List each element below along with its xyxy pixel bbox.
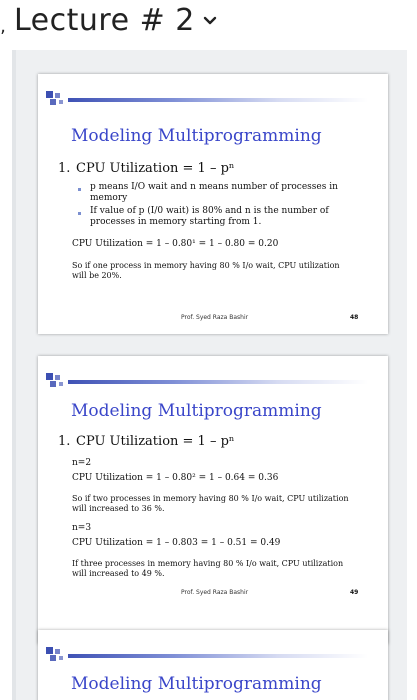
heading-text: CPU Utilization = 1 – pⁿ — [76, 161, 235, 176]
bullet-text: p means I/O wait and n means number of processes in — [90, 182, 338, 192]
note-text: will be 20%. — [72, 271, 122, 280]
slide-viewer[interactable] — [12, 50, 407, 700]
slide-footer: Prof. Syed Raza Bashir — [181, 589, 249, 596]
page-number: 48 — [350, 314, 359, 321]
slide-thumbnail[interactable] — [38, 356, 388, 644]
heading-text: CPU Utilization = 1 – pⁿ — [76, 434, 235, 449]
slide-title: Modeling Multiprogramming — [71, 126, 322, 146]
slide-decoration — [46, 373, 376, 387]
note-text: So if one process in memory having 80 % I/o wait, CPU utilization — [72, 261, 340, 270]
slide-decoration — [46, 91, 376, 105]
bullet-text: If value of p (I/0 wait) is 80% and n is the number of — [90, 206, 329, 216]
heading-number: 1. — [58, 161, 71, 176]
viewer-edge — [12, 50, 16, 700]
chevron-down-icon[interactable] — [201, 12, 219, 30]
slide-footer: Prof. Syed Raza Bashir — [181, 314, 249, 321]
formula-text: CPU Utilization = 1 – 0.80² = 1 – 0.64 = 0.36 — [72, 473, 279, 483]
slide-title: Modeling Multiprogramming — [71, 674, 322, 694]
document-header — [0, 0, 417, 52]
bullet-icon — [78, 188, 81, 191]
heading-number: 1. — [58, 434, 71, 449]
bullet-icon — [78, 212, 81, 215]
slide-thumbnail[interactable] — [38, 74, 388, 334]
slide-thumbnail[interactable] — [38, 630, 388, 700]
note-text: will increased to 36 %. — [72, 504, 165, 513]
note-text: will increased to 49 %. — [72, 569, 165, 578]
bullet-text: memory — [90, 193, 128, 203]
slide-decoration — [46, 647, 376, 661]
document-title[interactable]: Lecture # 2 — [14, 3, 195, 38]
slide-title: Modeling Multiprogramming — [71, 401, 322, 421]
note-text: If three processes in memory having 80 % I/o wait, CPU utilization — [72, 559, 344, 568]
bullet-text: processes in memory starting from 1. — [90, 217, 262, 227]
formula-text: CPU Utilization = 1 – 0.80¹ = 1 – 0.80 = 0.20 — [72, 239, 279, 249]
back-icon[interactable]: ‚ — [0, 16, 6, 37]
formula-text: CPU Utilization = 1 – 0.803 = 1 – 0.51 = 0.49 — [72, 538, 281, 548]
case-label: n=2 — [72, 458, 92, 468]
note-text: So if two processes in memory having 80 % I/o wait, CPU utilization — [72, 494, 349, 503]
case-label: n=3 — [72, 523, 92, 533]
page-number: 49 — [350, 589, 359, 596]
